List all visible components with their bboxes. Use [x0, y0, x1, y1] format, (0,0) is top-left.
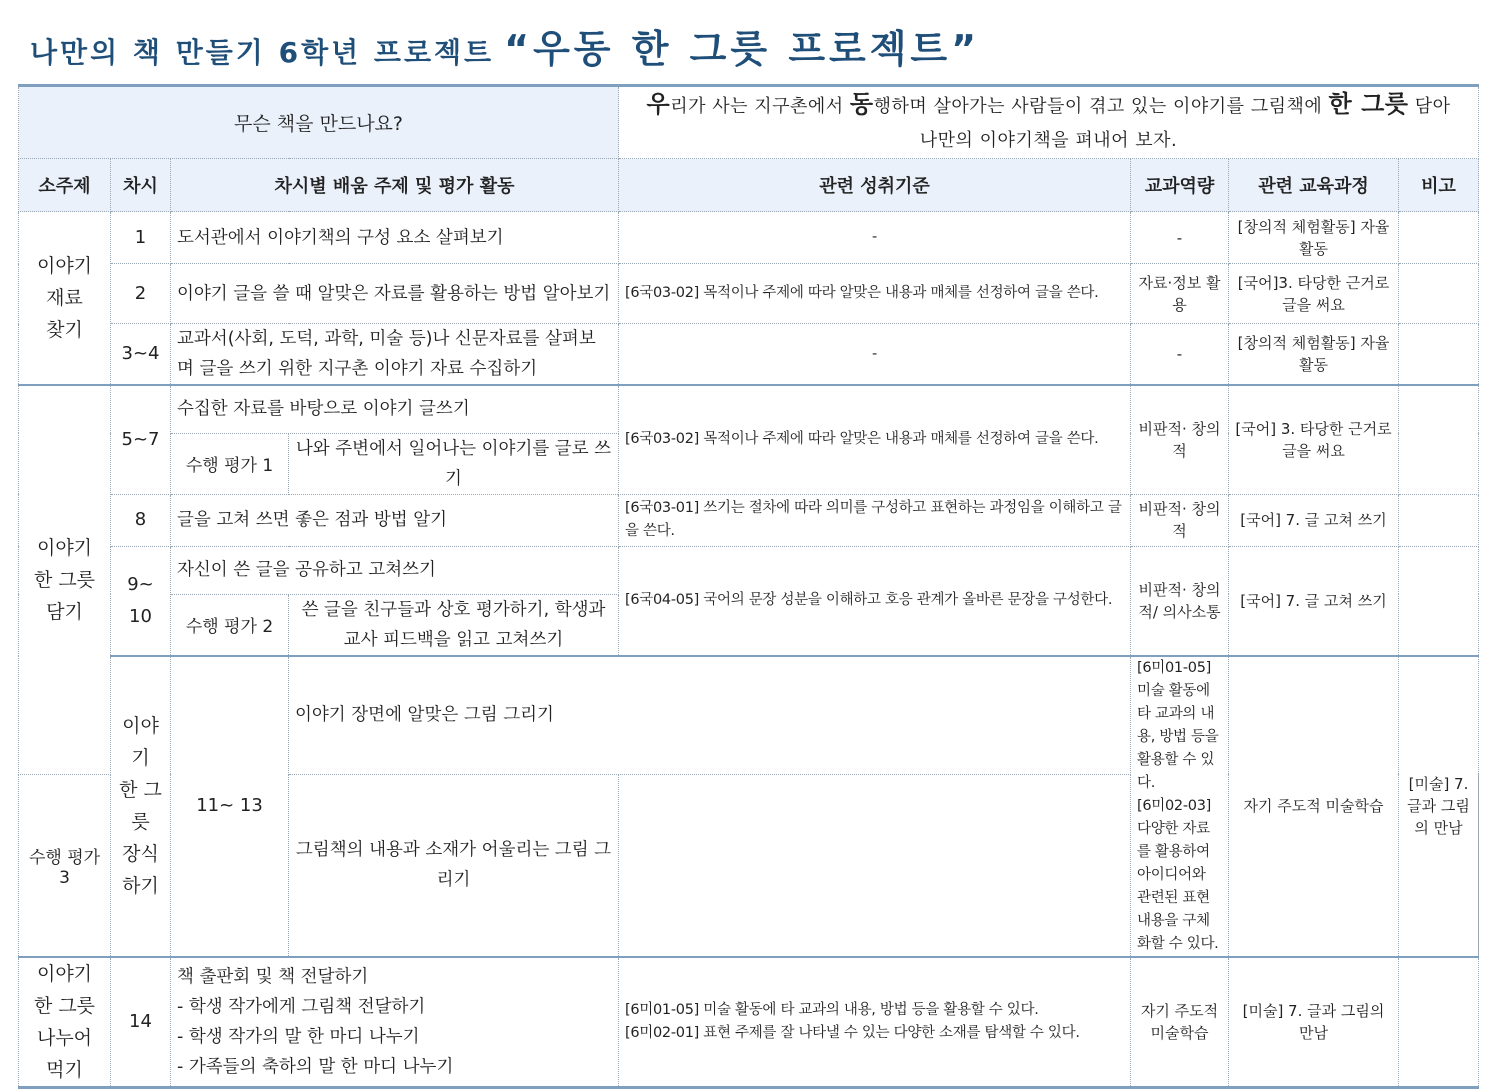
table-row [19, 324, 1479, 386]
standard-line: [6미02-01] 표현 주제를 잘 나타낼 수 있는 다양한 소재를 탐색할 수 있다. [625, 1024, 1080, 1041]
standard-text: - [619, 324, 1131, 386]
topic-line: 장식하기 [122, 843, 159, 897]
header-session: 차시 [111, 159, 171, 212]
title-main: “우동 한 그릇 프로젝트” [504, 27, 981, 71]
table-row [19, 957, 1479, 1088]
note-cell [1399, 494, 1479, 546]
activity-text [171, 957, 619, 1088]
topic-cell-4 [19, 957, 111, 1088]
competency-text: 비판적· 창의적/ 의사소통 [1131, 546, 1229, 656]
competency-text: 비판적· 창의적 [1131, 385, 1229, 494]
note-cell [1399, 957, 1479, 1088]
session-num: 2 [111, 264, 171, 324]
curriculum-text: [국어]3. 타당한 근거로 글을 써요 [1229, 264, 1399, 324]
activity-line: 책 출판회 및 책 전달하기 [177, 966, 369, 987]
activity-text: 이야기 글을 쓸 때 알맞은 자료를 활용하는 방법 알아보기 [171, 264, 619, 324]
standard-line: [6미02-03] 다양한 자료를 활용하여 아이디어와 관련된 표현 내용을 구체화할 수 있다. [1137, 797, 1219, 952]
competency-text: 자기 주도적 미술학습 [1229, 656, 1399, 957]
standard-text: [6국04-05] 국어의 문장 성분을 이해하고 호응 관계가 올바른 문장을 구성한다. [619, 546, 1131, 656]
curriculum-text: [미술] 7. 글과 그림의 만남 [1399, 656, 1479, 957]
competency-text: - [1131, 324, 1229, 386]
topic-line: 이야기 [122, 715, 159, 769]
table-row [19, 385, 1479, 433]
header-activity: 차시별 배움 주제 및 평가 활동 [171, 159, 619, 212]
session-num: 14 [111, 957, 171, 1088]
note-cell [1399, 385, 1479, 494]
topic-line: 담기 [46, 600, 83, 623]
table-row [19, 546, 1479, 594]
intro-row [19, 86, 1479, 159]
competency-text: 자기 주도적 미술학습 [1131, 957, 1229, 1088]
standard-text [1131, 656, 1229, 957]
session-num: 11~ 13 [171, 656, 289, 957]
intro-answer [619, 86, 1479, 159]
topic-line: 한 그릇 [33, 568, 96, 591]
topic-line: 나누어 [36, 1026, 93, 1049]
topic-cell-2 [19, 385, 111, 774]
activity-line: - 학생 작가의 말 한 마디 나누기 [177, 1026, 420, 1047]
header-topic: 소주제 [19, 159, 111, 212]
topic-cell-1 [19, 212, 111, 386]
lesson-plan-table [18, 84, 1479, 1089]
competency-text: 자료·정보 활용 [1131, 264, 1229, 324]
topic-line: 재료 [46, 287, 83, 309]
table-row [19, 494, 1479, 546]
intro-answer-line1: 우리가 사는 지구촌에서 동행하며 살아가는 사람들이 겪고 있는 이야기를 그림책에 한 그릇 담아 [646, 90, 1451, 118]
note-cell [1399, 546, 1479, 656]
note-cell [1399, 264, 1479, 324]
activity-line: - 가족들의 축하의 말 한 마디 나누기 [177, 1056, 454, 1077]
header-note: 비고 [1399, 159, 1479, 212]
eval-text: 그림책의 내용과 소재가 어울리는 그림 그리기 [289, 774, 619, 956]
topic-line: 이야기 [36, 962, 93, 985]
topic-line: 한 그릇 [119, 779, 162, 833]
standard-text: [6국03-02] 목적이나 주제에 따라 알맞은 내용과 매체를 선정하여 글을 쓴다. [619, 385, 1131, 494]
standard-text: [6국03-01] 쓰기는 절차에 따라 의미를 구성하고 표현하는 과정임을 이해하고 글을 쓴다. [619, 494, 1131, 546]
standard-text: [6국03-02] 목적이나 주제에 따라 알맞은 내용과 매체를 선정하여 글을 쓴다. [619, 264, 1131, 324]
eval-label: 수행 평가 2 [171, 594, 289, 656]
eval-label: 수행 평가 1 [171, 433, 289, 494]
activity-text: 글을 고쳐 쓰면 좋은 점과 방법 알기 [171, 494, 619, 546]
curriculum-text: [국어] 3. 타당한 근거로 글을 써요 [1229, 385, 1399, 494]
header-standard: 관련 성취기준 [619, 159, 1131, 212]
activity-text: 교과서(사회, 도덕, 과학, 미술 등)나 신문자료를 살펴보며 글을 쓰기 위한 지구촌 이야기 자료 수집하기 [171, 324, 619, 386]
table-row [19, 656, 1479, 775]
session-num: 5~7 [111, 385, 171, 494]
title-prefix: 나만의 책 만들기 6학년 프로젝트 [30, 36, 495, 69]
competency-text: 비판적· 창의적 [1131, 494, 1229, 546]
activity-text: 이야기 장면에 알맞은 그림 그리기 [289, 656, 1131, 775]
session-num: 9~ 10 [111, 546, 171, 656]
curriculum-text: [국어] 7. 글 고쳐 쓰기 [1229, 494, 1399, 546]
eval-text: 쓴 글을 친구들과 상호 평가하기, 학생과 교사 피드백을 읽고 고쳐쓰기 [289, 594, 619, 656]
curriculum-text: [창의적 체험활동] 자율활동 [1229, 324, 1399, 386]
topic-line: 찾기 [46, 319, 83, 341]
session-num: 3~4 [111, 324, 171, 386]
curriculum-text: [창의적 체험활동] 자율활동 [1229, 212, 1399, 264]
intro-question: 무슨 책을 만드나요? [19, 86, 619, 159]
page-title [30, 18, 980, 70]
topic-cell-3 [111, 656, 171, 957]
activity-text: 도서관에서 이야기책의 구성 요소 살펴보기 [171, 212, 619, 264]
activity-text: 수집한 자료를 바탕으로 이야기 글쓰기 [171, 385, 619, 433]
topic-line: 이야기 [36, 255, 93, 277]
header-competency: 교과역량 [1131, 159, 1229, 212]
curriculum-text: [미술] 7. 글과 그림의 만남 [1229, 957, 1399, 1088]
standard-line: [6미01-05] 미술 활동에 타 교과의 내용, 방법 등을 활용할 수 있다. [1137, 659, 1219, 791]
standard-text [619, 957, 1131, 1088]
topic-line: 먹기 [46, 1058, 83, 1081]
activity-text: 자신이 쓴 글을 공유하고 고쳐쓰기 [171, 546, 619, 594]
topic-line: 한 그릇 [33, 994, 96, 1017]
table-row [19, 212, 1479, 264]
session-num: 8 [111, 494, 171, 546]
note-cell [1399, 212, 1479, 264]
standard-text: - [619, 212, 1131, 264]
eval-label: 수행 평가 3 [19, 774, 111, 956]
curriculum-text: [국어] 7. 글 고쳐 쓰기 [1229, 546, 1399, 656]
eval-text: 나와 주변에서 일어나는 이야기를 글로 쓰기 [289, 433, 619, 494]
topic-line: 이야기 [36, 536, 93, 559]
note-cell [1399, 324, 1479, 386]
activity-line: - 학생 작가에게 그림책 전달하기 [177, 996, 426, 1017]
header-row [19, 159, 1479, 212]
table-row [19, 264, 1479, 324]
intro-answer-line2: 나만의 이야기책을 펴내어 보자. [919, 130, 1178, 151]
competency-text: - [1131, 212, 1229, 264]
session-num: 1 [111, 212, 171, 264]
header-curriculum: 관련 교육과정 [1229, 159, 1399, 212]
standard-line: [6미01-05] 미술 활동에 타 교과의 내용, 방법 등을 활용할 수 있다. [625, 1001, 1039, 1018]
